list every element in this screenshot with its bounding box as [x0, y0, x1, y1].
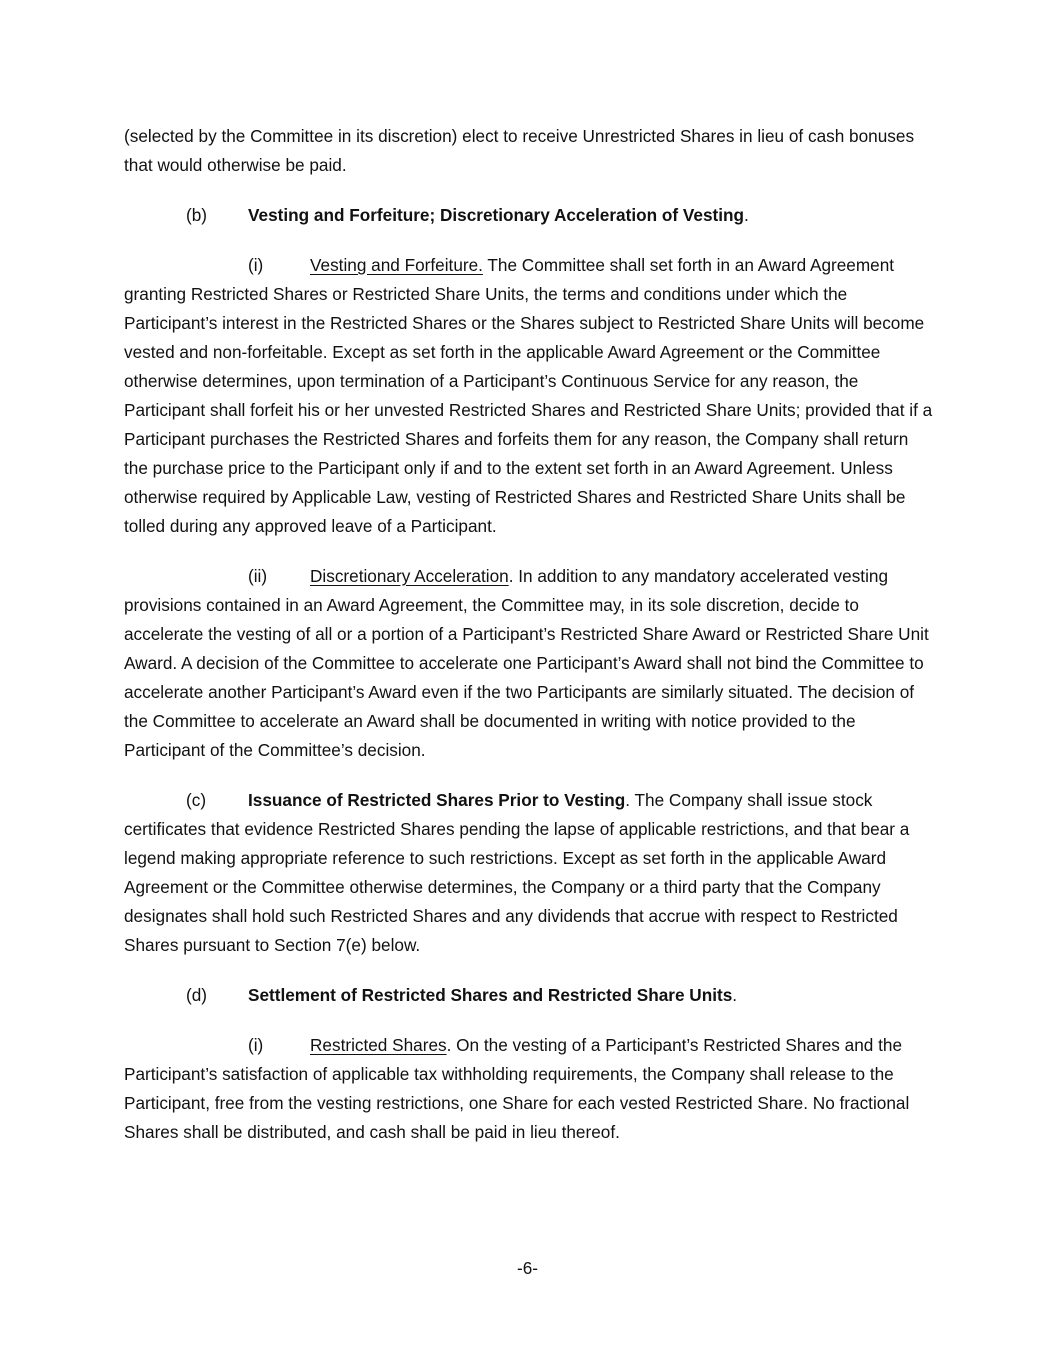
section-b-heading	[124, 201, 936, 230]
section-b-title: Vesting and Forfeiture; Discretionary Acceleration of Vesting	[248, 205, 745, 225]
section-c-label: (c)	[186, 790, 207, 810]
intro-text: (selected by the Committee in its discretion) elect to receive Unrestricted Shares in lieu of cash bonuses that would otherwise be paid.	[124, 126, 915, 175]
section-d-i-label: (i)	[248, 1035, 264, 1055]
section-d-heading	[124, 981, 936, 1010]
section-b-i-text: The Committee shall set forth in an Award Agreement granting Restricted Shares or Restricted Share Units, the terms and conditions under which the Participant’s interest in the Restricted Shares or the Shares subject to Restricted Share Units will become vested and non-forfeitable. Except as set forth in the applicable Award Agreement or the Committee otherwise determines, upon termination of a Participant’s Continuous Service for any reason, the Participant shall forfeit his or her unvested Restricted Shares and Restricted Share Units; provided that if a Participant purchases the Restricted Shares and forfeits them for any reason, the Company shall return the purchase price to the Participant only if and to the extent set forth in an Award Agreement. Unless otherwise required by Applicable Law, vesting of Restricted Shares and Restricted Share Units shall be tolled during any approved leave of a Participant.	[124, 255, 933, 536]
section-b-i-paragraph	[124, 251, 936, 541]
section-d-i-text: . On the vesting of a Participant’s Restricted Shares and the Participant’s satisfaction of applicable tax withholding requirements, the Company shall release to the Participant, free from the vesting restrictions, one Share for each vested Restricted Share. No fractional Shares shall be distributed, and cash shall be paid in lieu thereof.	[124, 1035, 910, 1142]
document-page	[124, 122, 936, 1168]
section-c-text: . The Company shall issue stock certificates that evidence Restricted Shares pending the lapse of applicable restrictions, and that bear a legend making appropriate reference to such restrictions. Except as set forth in the applicable Award Agreement or the Committee otherwise determines, the Company or a third party that the Company designates shall hold such Restricted Shares and any dividends that accrue with respect to Restricted Shares pursuant to Section 7(e) below.	[124, 790, 910, 955]
section-b-i-heading: Vesting and Forfeiture.	[310, 255, 483, 275]
section-b-ii-text: . In addition to any mandatory accelerated vesting provisions contained in an Award Agreement, the Committee may, in its sole discretion, decide to accelerate the vesting of all or a portion of a Participant’s Restricted Share Award or Restricted Share Unit Award. A decision of the Committee to accelerate one Participant’s Award shall not bind the Committee to accelerate another Participant’s Award even if the two Participants are similarly situated. The decision of the Committee to accelerate an Award shall be documented in writing with notice provided to the Participant of the Committee’s decision.	[124, 566, 929, 760]
section-b-suffix: .	[744, 205, 749, 225]
section-b-i-label: (i)	[248, 255, 264, 275]
section-d-label: (d)	[186, 985, 208, 1005]
section-d-suffix: .	[732, 985, 738, 1005]
section-b-ii-label: (ii)	[248, 566, 268, 586]
section-b-label: (b)	[186, 205, 208, 225]
intro-paragraph	[124, 122, 936, 180]
page-number: -6-	[516, 1258, 538, 1278]
section-d-i-paragraph	[124, 1031, 936, 1147]
section-b-ii-heading: Discretionary Acceleration	[310, 566, 509, 586]
section-c-paragraph	[124, 786, 936, 960]
section-d-i-heading: Restricted Shares	[310, 1035, 447, 1055]
section-d-title: Settlement of Restricted Shares and Restricted Share Units	[248, 985, 733, 1005]
section-c-title: Issuance of Restricted Shares Prior to Vesting	[248, 790, 626, 810]
section-b-ii-paragraph	[124, 562, 936, 765]
